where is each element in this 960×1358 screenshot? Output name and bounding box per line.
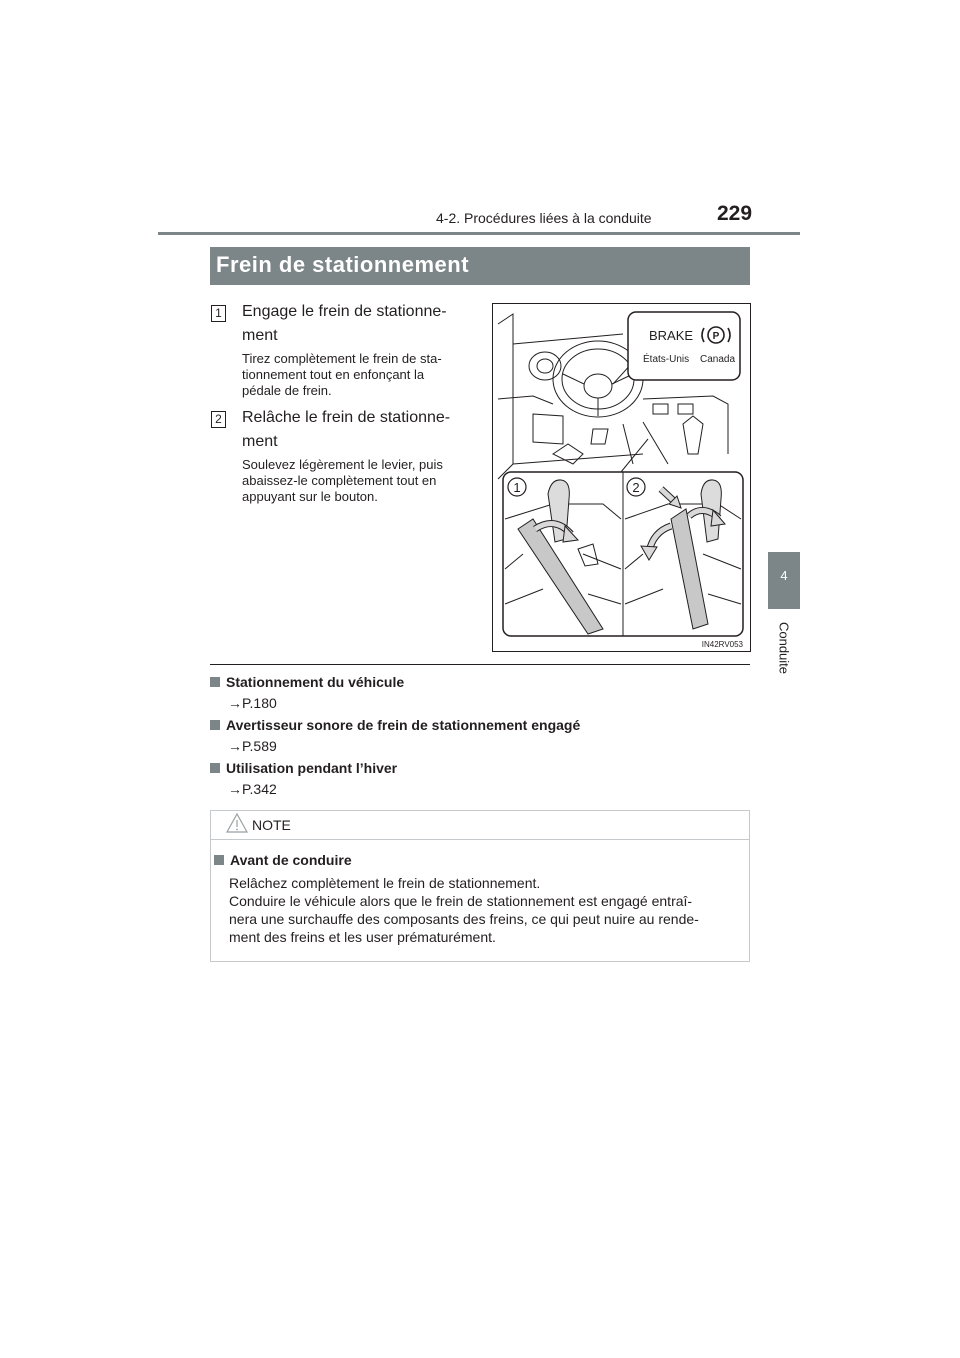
illustration-svg bbox=[493, 304, 750, 651]
step-2-title-line-2: ment bbox=[242, 433, 278, 450]
chapter-number: 4 bbox=[780, 568, 788, 583]
step-1-description bbox=[242, 351, 478, 399]
region-us-label: États-Unis bbox=[643, 354, 690, 365]
step-number-2: 2 bbox=[211, 411, 226, 428]
callout-circle-2 bbox=[627, 478, 645, 496]
warning-triangle-icon bbox=[226, 812, 248, 834]
section-divider bbox=[210, 664, 750, 665]
step-1-title bbox=[242, 300, 505, 348]
bullet-square-icon bbox=[210, 763, 220, 773]
bullet-square-icon bbox=[210, 720, 220, 730]
note-heading-1-text: Stationnement du véhicule bbox=[226, 674, 405, 690]
note-heading-3 bbox=[210, 760, 397, 776]
notice-line-4: ment des freins et les user prématurément. bbox=[229, 929, 496, 945]
parking-brake-illustration bbox=[492, 303, 751, 652]
notice-line-3: nera une surchauffe des composants des freins, ce qui peut nuire au rende- bbox=[229, 911, 699, 927]
bullet-square-icon bbox=[210, 677, 220, 687]
indicator-callout bbox=[628, 312, 740, 380]
page-title: Frein de stationnement bbox=[216, 252, 470, 277]
page-number: 229 bbox=[717, 202, 753, 225]
section-label: 4-2. Procédures liées à la conduite bbox=[436, 210, 652, 226]
step-1-desc-line-3: pédale de frein. bbox=[242, 383, 332, 398]
step-1-title-line-1: Engage le frein de stationne- bbox=[242, 303, 447, 320]
step-2-title-line-1: Relâche le frein de stationne- bbox=[242, 409, 451, 426]
step-1-title-line-2: ment bbox=[242, 327, 278, 344]
step-2-desc-line-3: appuyant sur le bouton. bbox=[242, 489, 378, 504]
step-2-description bbox=[242, 457, 478, 505]
callout-2-label: 2 bbox=[632, 480, 640, 495]
note-reference-1[interactable]: →P.180 bbox=[228, 695, 277, 711]
note-reference-2[interactable]: →P.589 bbox=[228, 738, 277, 754]
note-heading-2 bbox=[210, 717, 580, 733]
notice-line-2: Conduire le véhicule alors que le frein de stationnement est engagé entraî- bbox=[229, 893, 693, 909]
notice-header-rule bbox=[211, 839, 749, 840]
chapter-title: Conduite bbox=[776, 621, 792, 675]
callout-1-label: 1 bbox=[513, 480, 521, 495]
notice-label: NOTE bbox=[252, 817, 291, 833]
region-canada-label: Canada bbox=[700, 354, 736, 365]
bullet-square-icon bbox=[214, 855, 224, 865]
callout-circle-1 bbox=[508, 478, 526, 496]
step-1-desc-line-2: tionnement tout en enfonçant la bbox=[242, 367, 425, 382]
step-number-1: 1 bbox=[211, 305, 226, 322]
step-2-desc-line-1: Soulevez légèrement le levier, puis bbox=[242, 457, 443, 472]
step-1-desc-line-1: Tirez complètement le frein de sta- bbox=[242, 351, 442, 366]
note-heading-2-text: Avertisseur sonore de frein de stationnement engagé bbox=[226, 717, 581, 733]
note-reference-3[interactable]: →P.342 bbox=[228, 781, 277, 797]
figure-code: IN42RV053 bbox=[701, 640, 743, 649]
note-heading-1 bbox=[210, 674, 404, 690]
note-heading-3-text: Utilisation pendant l’hiver bbox=[226, 760, 398, 776]
notice-line-1: Relâchez complètement le frein de stationnement. bbox=[229, 875, 541, 891]
svg-text:P: P bbox=[712, 331, 720, 342]
step-2-desc-line-2: abaissez-le complètement tout en bbox=[242, 473, 437, 488]
header-rule bbox=[158, 232, 800, 235]
brake-indicator-text: BRAKE bbox=[649, 328, 694, 343]
notice-heading bbox=[214, 852, 352, 868]
step-2-title bbox=[242, 406, 505, 454]
notice-heading-text: Avant de conduire bbox=[230, 852, 352, 868]
